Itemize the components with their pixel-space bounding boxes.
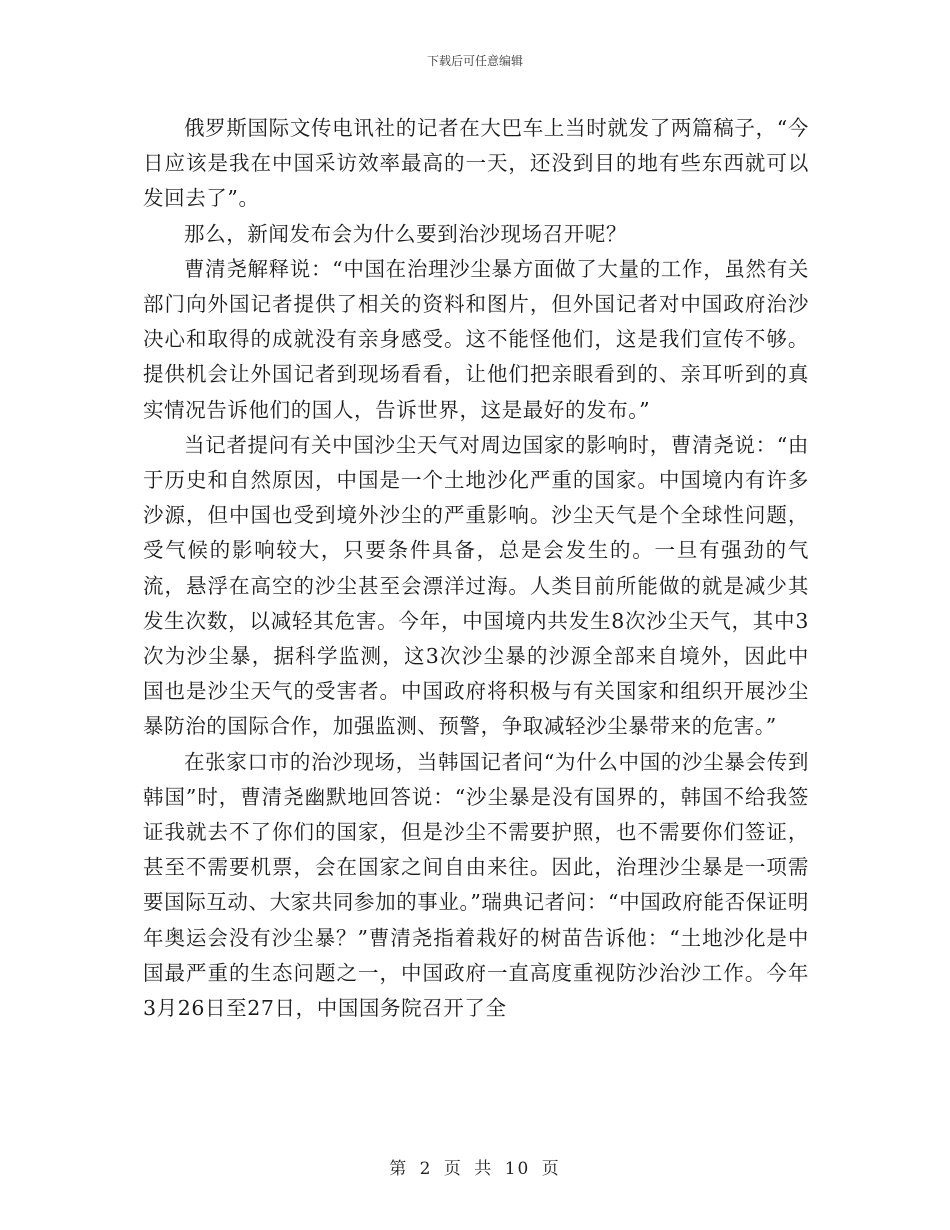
- paragraph: 俄罗斯国际文传电讯社的记者在大巴车上当时就发了两篇稿子，“今日应该是我在中国采访效率最高的一天，还没到目的地有些东西就可以发回去了”。: [143, 116, 809, 211]
- paragraph: 曹清尧解释说：“中国在治理沙尘暴方面做了大量的工作，虽然有关部门向外国记者提供了相关的资料和图片，但外国记者对中国政府治沙决心和取得的成就没有亲身感受。这不能怪他们，这是我们宣传不够。提供机会让外国记者到现场看看，让他们把亲眼看到的、亲耳听到的真实情况告诉他们的国人，告诉世界，这是最好的发布。”: [143, 256, 809, 422]
- paragraph: 那么，新闻发布会为什么要到治沙现场召开呢？: [184, 221, 628, 246]
- page-number-footer: 第 2 页 共 10 页: [389, 1159, 561, 1179]
- document-body: [143, 111, 809, 1026]
- paragraph: 在张家口市的治沙现场，当韩国记者问“为什么中国的沙尘暴会传到韩国”时，曹清尧幽默地回答说：“沙尘暴是没有国界的，韩国不给我签证我就去不了你们的国家，但是沙尘不需要护照，也不需要你们签证，甚至不需要机票，会在国家之间自由来往。因此，治理沙尘暴是一项需要国际互动、大家共同参加的事业。”瑞典记者问：“中国政府能否保证明年奥运会没有沙尘暴？”曹清尧指着栽好的树苗告诉他：“土地沙化是中国最严重的生态问题之一，中国政府一直高度重视防沙治沙工作。今年3月26日至27日，中国国务院召开了全: [143, 749, 810, 1021]
- page-header: 下载后可任意编辑: [426, 54, 523, 68]
- paragraph: 当记者提问有关中国沙尘天气对周边国家的影响时，曹清尧说：“由于历史和自然原因，中国是一个土地沙化严重的国家。中国境内有许多沙源，但中国也受到境外沙尘的严重影响。沙尘天气是个全球性问题，受气候的影响较大，只要条件具备，总是会发生的。一旦有强劲的气流，悬浮在高空的沙尘甚至会漂洋过海。人类目前所能做的就是减少其发生次数，以减轻其危害。今年，中国境内共发生8次沙尘天气，其中3次为沙尘暴，据科学监测，这3次沙尘暴的沙源全部来自境外，因此中国也是沙尘天气的受害者。中国政府将积极与有关国家和组织开展沙尘暴防治的国际合作，加强监测、预警，争取减轻沙尘暴带来的危害。”: [143, 432, 809, 739]
